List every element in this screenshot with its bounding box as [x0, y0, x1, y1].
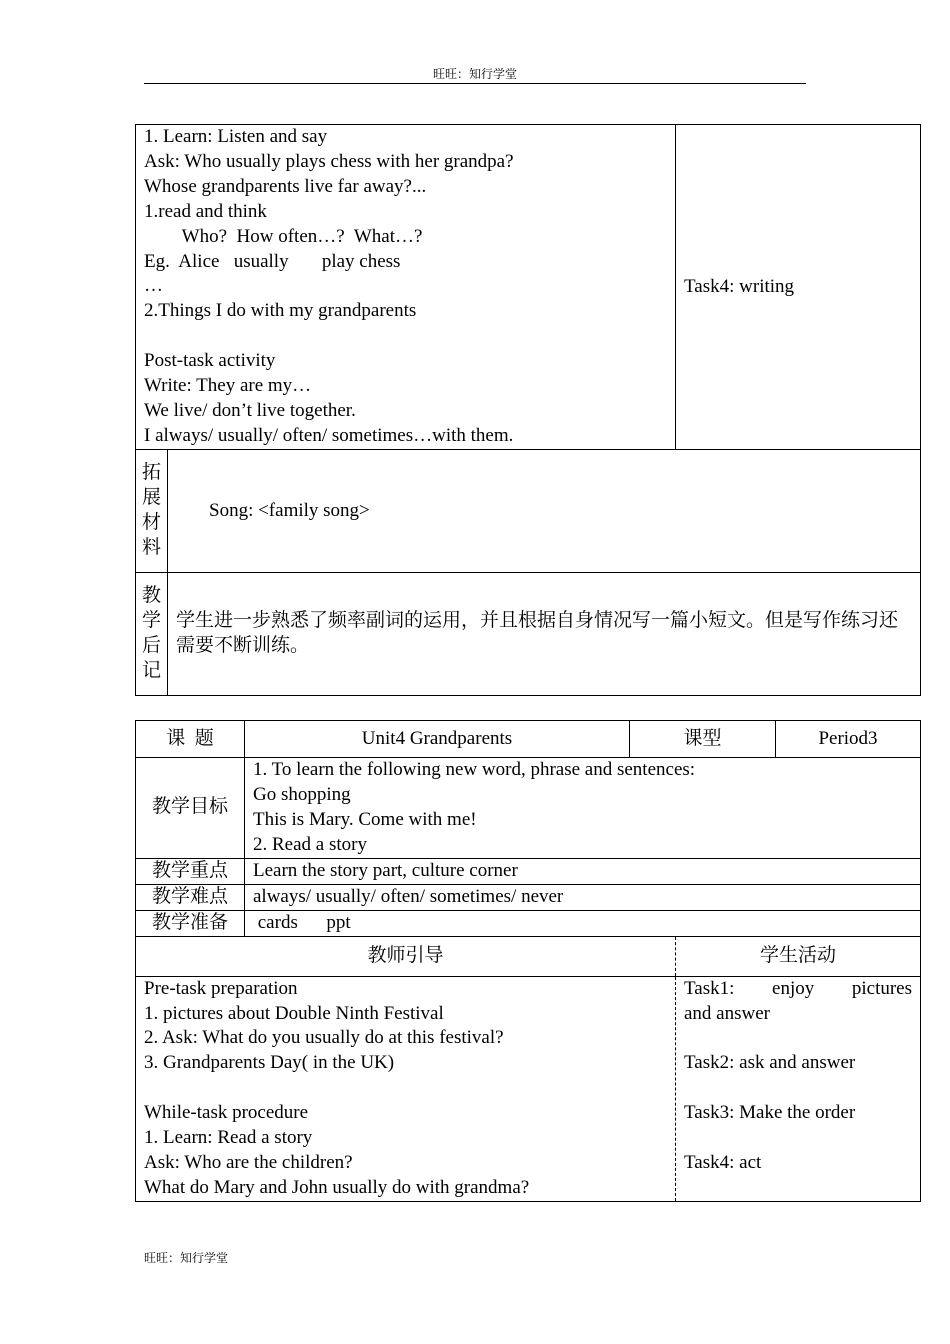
- extension-text: Song: <family song>: [209, 499, 370, 521]
- lesson-line: We live/ don’t live together.: [144, 399, 356, 421]
- teacher-line: What do Mary and John usually do with grandma?: [144, 1176, 530, 1198]
- student-activity-cell: [676, 976, 921, 1201]
- type-label: 课型: [630, 721, 776, 758]
- goals-cell: [245, 758, 921, 859]
- extension-material-cell: [168, 450, 921, 573]
- student-line: [684, 1026, 912, 1051]
- teacher-line: 2. Ask: What do you usually do at this festival?: [144, 1027, 504, 1049]
- reflection-text: 学生进一步熟悉了频率副词的运用，并且根据自身情况写一篇小短文。但是写作练习还需要不断训练。: [176, 610, 899, 656]
- lesson-line: Ask: Who usually plays chess with her grandpa?: [144, 150, 514, 172]
- topic-label: 课 题: [136, 721, 245, 758]
- extension-label: 拓 展 材 料: [136, 450, 168, 573]
- lesson-line: 1. Learn: Listen and say: [144, 126, 328, 147]
- student-line: Task1: enjoy pictures: [684, 977, 913, 999]
- teacher-line: Pre-task preparation: [144, 977, 298, 999]
- key-points-value: Learn the story part, culture corner: [245, 858, 921, 884]
- teacher-line: While-task procedure: [144, 1102, 309, 1124]
- student-line: and answer: [684, 1002, 770, 1024]
- page-header: 旺旺：知行学堂: [144, 66, 806, 84]
- lesson-table-continued: [135, 124, 921, 696]
- task-writing: Task4: writing: [684, 275, 795, 297]
- type-value: Period3: [776, 721, 921, 758]
- lesson-line: Write: They are my…: [144, 375, 312, 397]
- teacher-line: [144, 1076, 667, 1101]
- lesson-line: …: [144, 275, 163, 297]
- key-points-label: 教学重点: [136, 858, 245, 884]
- difficulty-label: 教学难点: [136, 884, 245, 910]
- teacher-line: 3. Grandparents Day( in the UK): [144, 1052, 395, 1074]
- teacher-line: 1. pictures about Double Ninth Festival: [144, 1002, 444, 1024]
- lesson-line: 1.read and think: [144, 200, 267, 222]
- lesson-procedure-cell: [136, 125, 676, 450]
- teacher-guide-header: 教师引导: [136, 936, 676, 976]
- preparation-label: 教学准备: [136, 910, 245, 936]
- page-footer: 旺旺：知行学堂: [144, 1251, 229, 1265]
- student-line: [684, 1126, 912, 1151]
- teacher-line: 1. Learn: Read a story: [144, 1127, 313, 1149]
- student-line: Task3: Make the order: [684, 1102, 856, 1124]
- student-line: [684, 1076, 912, 1101]
- difficulty-value: always/ usually/ often/ sometimes/ never: [245, 884, 921, 910]
- lesson-line: [144, 324, 667, 349]
- goal-line: 2. Read a story: [253, 833, 367, 855]
- goal-line: Go shopping: [253, 783, 351, 805]
- lesson-line: Who? How often…? What…?: [144, 225, 423, 247]
- preparation-value: cards ppt: [245, 910, 921, 936]
- lesson-line: Post-task activity: [144, 350, 276, 372]
- student-line: Task4: act: [684, 1151, 762, 1173]
- lesson-line: Whose grandparents live far away?...: [144, 175, 427, 197]
- lesson-line: 2.Things I do with my grandparents: [144, 300, 417, 322]
- lesson-plan-table: [135, 720, 921, 1202]
- goals-label: 教学目标: [136, 758, 245, 859]
- student-activity-header: 学生活动: [676, 936, 921, 976]
- goal-line: 1. To learn the following new word, phrase and sentences:: [253, 759, 696, 780]
- goal-line: This is Mary. Come with me!: [253, 808, 477, 830]
- teacher-guide-cell: [136, 976, 676, 1201]
- lesson-line: Eg. Alice usually play chess: [144, 250, 401, 272]
- lesson-line: I always/ usually/ often/ sometimes…with them.: [144, 424, 514, 446]
- teacher-line: Ask: Who are the children?: [144, 1151, 353, 1173]
- student-line: Task2: ask and answer: [684, 1052, 856, 1074]
- reflection-label: 教 学 后 记: [136, 573, 168, 696]
- student-task-cell: [676, 125, 921, 450]
- reflection-cell: [168, 573, 921, 696]
- topic-value: Unit4 Grandparents: [245, 721, 630, 758]
